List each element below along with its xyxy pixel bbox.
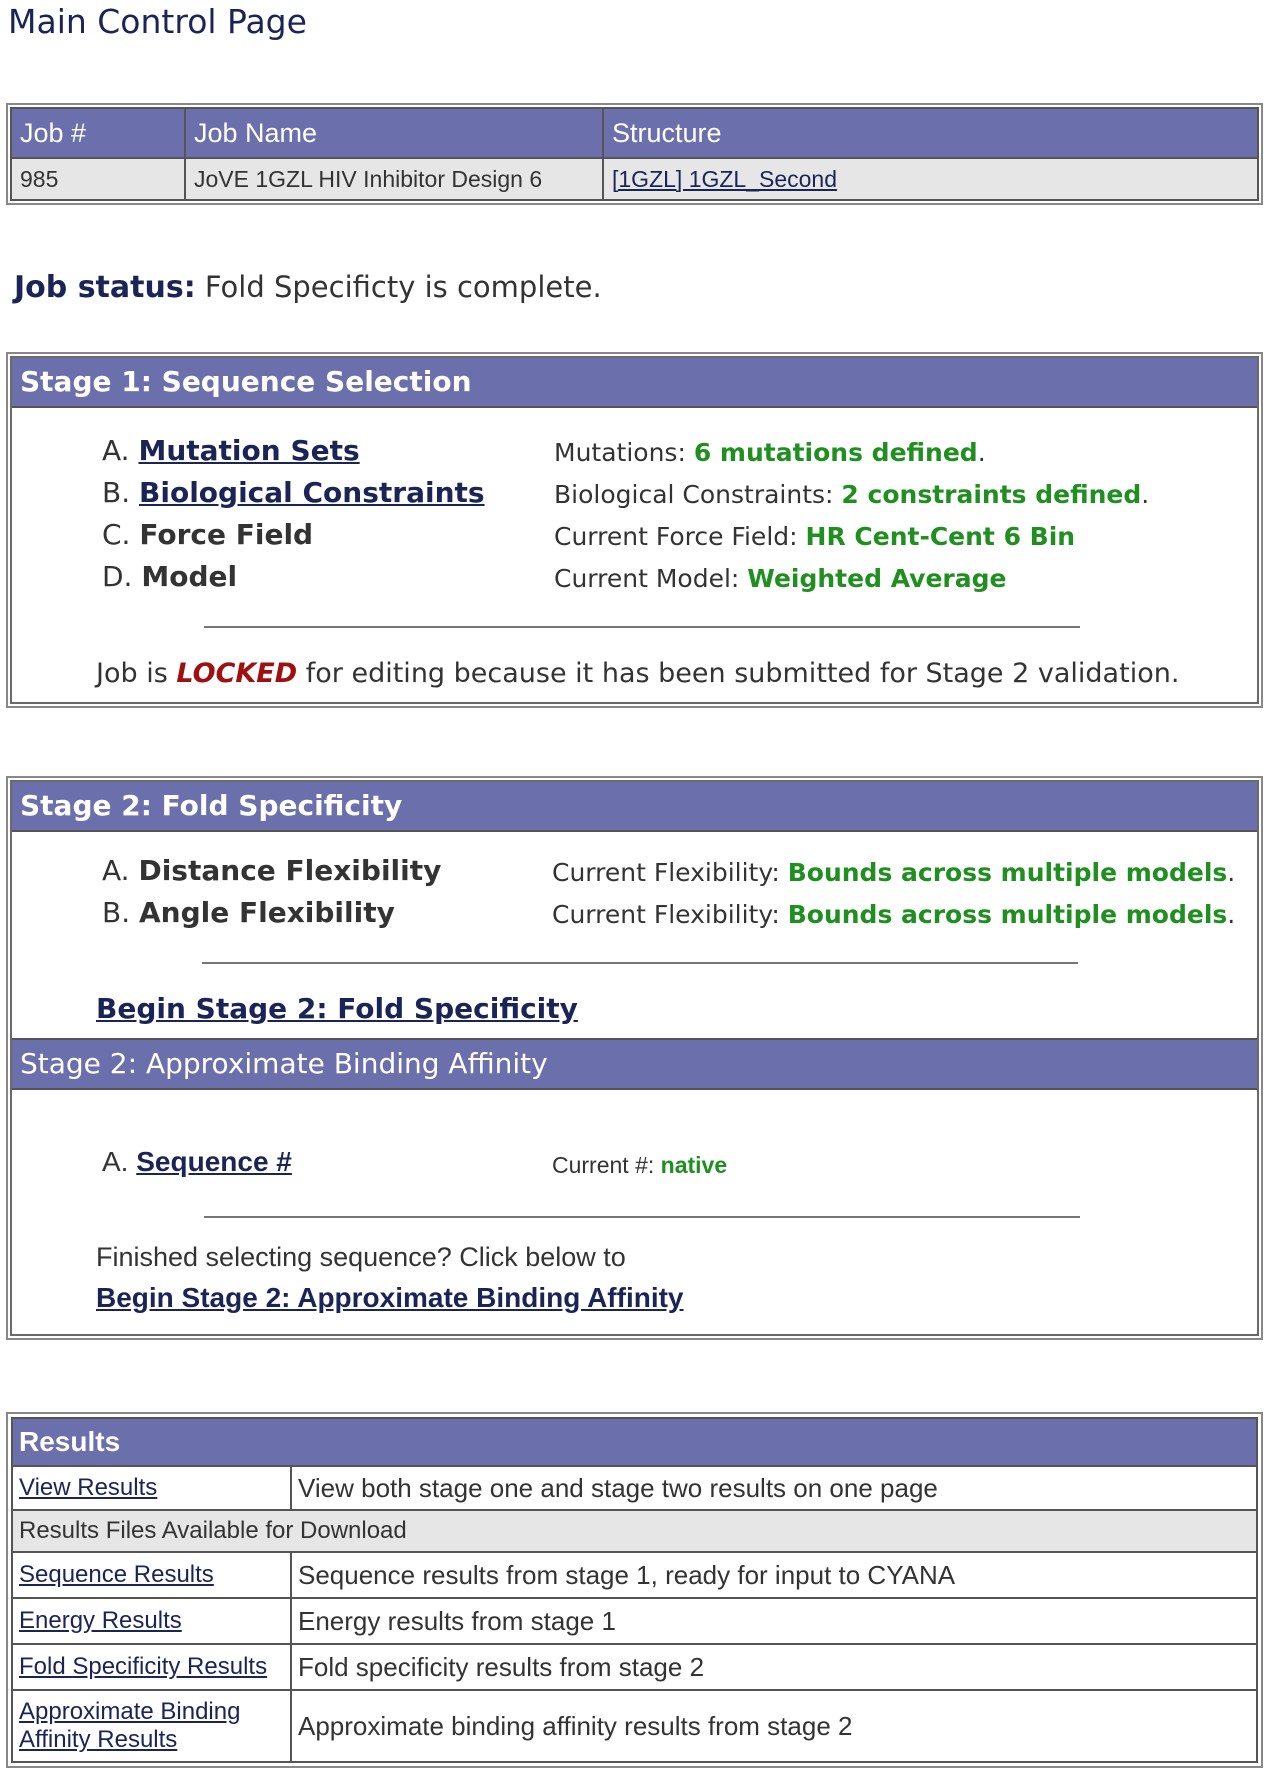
binding-affinity-results-desc: Approximate binding affinity results from stage 2 [291,1690,1257,1762]
force-field-value: HR Cent-Cent 6 Bin [805,522,1076,551]
info-suffix: . [977,438,986,467]
sequence-number-value: native [660,1152,728,1178]
item-letter: A. [102,434,130,467]
fold-specificity-results-desc: Fold specificity results from stage 2 [291,1644,1257,1690]
distance-flexibility-value: Bounds across multiple models [787,858,1228,887]
job-row [11,158,1258,200]
distance-flexibility-info [552,858,1235,887]
table-row [12,1466,1257,1510]
item-letter: D. [102,560,133,593]
angle-flexibility-label: Angle Flexibility [139,896,395,929]
mutations-value: 6 mutations defined [693,438,978,467]
angle-flexibility-info [552,900,1235,929]
info-label: Biological Constraints: [554,480,834,509]
stage2-item-distance-flexibility [102,854,441,887]
force-field-label: Force Field [139,518,314,551]
results-header: Results [12,1418,1257,1466]
stage2-item-angle-flexibility [102,896,395,929]
item-letter: C. [102,518,131,551]
table-row [12,1552,1257,1598]
model-label: Model [141,560,238,593]
info-suffix: . [1227,858,1236,887]
stage1-item-mutation-sets [102,434,360,467]
table-row [12,1644,1257,1690]
lock-prefix: Job is [96,658,168,689]
item-letter: B. [102,476,131,509]
job-status-label: Job status: [14,270,196,305]
binding-item-sequence [102,1146,292,1178]
link-cell [12,1466,291,1510]
job-number-header: Job # [11,108,185,158]
info-label: Current Flexibility: [552,900,780,929]
stage1-item-model [102,560,237,593]
page-title: Main Control Page [8,2,307,41]
energy-results-desc: Energy results from stage 1 [291,1598,1257,1644]
job-table [10,107,1259,201]
structure-header: Structure [603,108,1258,158]
info-label: Mutations: [554,438,686,467]
finished-text: Finished selecting sequence? Click below to [96,1242,626,1272]
info-label: Current Model: [554,564,740,593]
info-suffix: . [1227,900,1236,929]
info-label: Current Flexibility: [552,858,780,887]
link-cell [12,1690,291,1762]
job-name-header: Job Name [185,108,603,158]
lock-suffix: for editing because it has been submitted for Stage 2 validation. [305,658,1180,689]
stage1-item-biological-constraints [102,476,485,509]
structure-cell [603,158,1258,200]
download-header: Results Files Available for Download [12,1510,1257,1552]
table-row [12,1690,1257,1762]
job-info-panel [6,103,1263,205]
energy-results-link[interactable]: Energy Results [19,1607,182,1634]
results-table [11,1417,1258,1763]
lock-notice [96,658,1179,689]
link-cell [12,1552,291,1598]
view-results-link[interactable]: View Results [19,1474,158,1501]
stage2-panel [6,776,1263,1340]
link-cell [12,1598,291,1644]
constraints-value: 2 constraints defined [841,480,1142,509]
divider [202,962,1078,964]
divider [204,626,1080,628]
job-status [14,270,602,305]
item-letter: A. [102,1146,129,1177]
link-cell [12,1644,291,1690]
begin-binding-affinity-link[interactable]: Begin Stage 2: Approximate Binding Affinity [96,1282,684,1313]
sequence-results-desc: Sequence results from stage 1, ready for input to CYANA [291,1552,1257,1598]
fold-specificity-results-link[interactable]: Fold Specificity Results [19,1653,268,1680]
info-label: Current #: [552,1152,655,1178]
item-letter: B. [102,896,131,929]
binding-affinity-results-link[interactable]: Approximate Binding Affinity Results [19,1698,241,1753]
constraints-info [554,480,1149,509]
view-results-desc: View both stage one and stage two results on one page [291,1466,1257,1510]
table-row [12,1598,1257,1644]
stage2-binding-header: Stage 2: Approximate Binding Affinity [12,1038,1257,1090]
stage1-header: Stage 1: Sequence Selection [12,358,1257,408]
divider [204,1216,1080,1218]
structure-link[interactable]: [1GZL] 1GZL_Second [612,165,838,192]
sequence-number-info [552,1152,727,1179]
results-panel [6,1412,1263,1768]
distance-flexibility-label: Distance Flexibility [138,854,442,887]
locked-word: LOCKED [176,658,298,689]
model-value: Weighted Average [747,564,1007,593]
item-letter: A. [102,854,130,887]
angle-flexibility-value: Bounds across multiple models [787,900,1228,929]
mutations-info [554,438,986,467]
job-name-cell: JoVE 1GZL HIV Inhibitor Design 6 [185,158,603,200]
sequence-results-link[interactable]: Sequence Results [19,1561,214,1588]
stage2-fold-header: Stage 2: Fold Specificity [12,782,1257,832]
stage1-panel [6,352,1263,708]
job-number-cell: 985 [11,158,185,200]
stage1-item-force-field [102,518,313,551]
model-info [554,564,1006,593]
force-field-info [554,522,1075,551]
info-suffix: . [1141,480,1150,509]
job-status-text: Fold Specificty is complete. [204,270,602,304]
sequence-number-link[interactable]: Sequence # [136,1146,292,1177]
mutation-sets-link[interactable]: Mutation Sets [138,434,360,467]
info-label: Current Force Field: [554,522,798,551]
begin-fold-specificity-link[interactable]: Begin Stage 2: Fold Specificity [96,992,578,1025]
biological-constraints-link[interactable]: Biological Constraints [139,476,485,509]
